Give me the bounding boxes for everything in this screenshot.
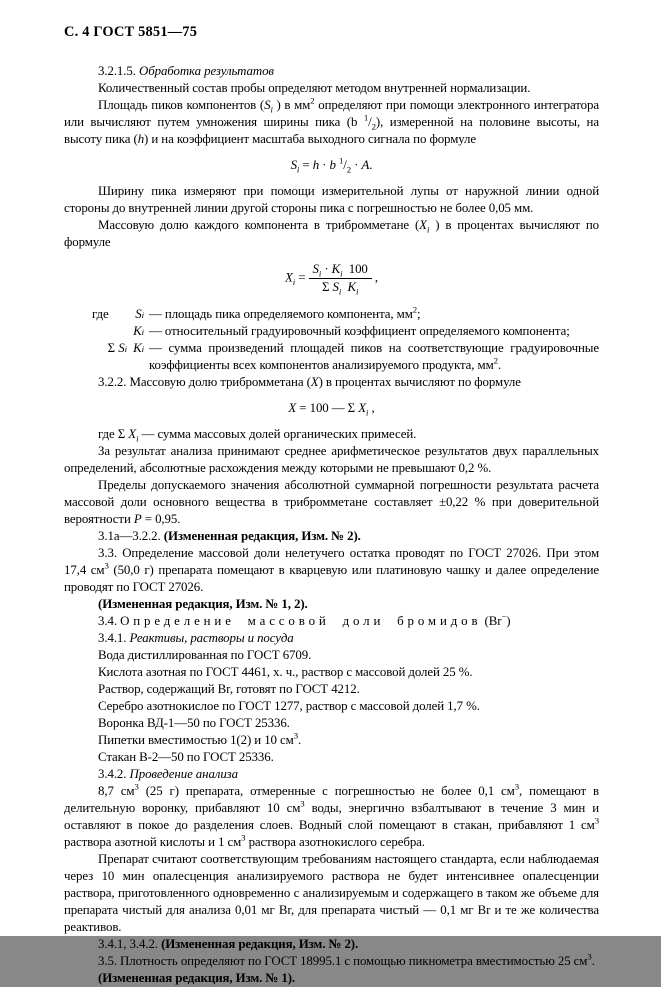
text-segment: 1 (363, 112, 369, 123)
text-segment: ) в процентах вычисляют по формуле (64, 218, 599, 249)
text-segment: раствора азотной кислоты и 1 см (64, 835, 242, 849)
text-segment: — относительный градуировочный коэффициент определяемого компонента; (149, 324, 570, 338)
text-segment: / (368, 115, 372, 129)
paragraph (64, 63, 599, 80)
text-segment: где Σ (98, 427, 129, 441)
text-segment: Препарат считают соответствующим требованиям настоящего стандарта, если наблюдаемая через 10 мин опалесценция анализируемого раствора не будет интенсивнее опалесценции раствора, приготовленного одновременно с анализируемым и содержащего в таком же объеме для препарата чистый для анализа 0,01 мг Br, для препарата чистый — 0,1 мг Br и те же количества реактивов. (64, 852, 599, 934)
text-segment: X (128, 427, 137, 441)
paragraph (64, 477, 599, 528)
text-segment: K (133, 341, 142, 355)
definition-term: Σ S i K i (107, 341, 144, 355)
text-segment: 3.3. Определение массовой доли нелетучего остатка проводят по ГОСТ 27026. При этом 17,4 см (64, 546, 599, 577)
paragraph (64, 851, 599, 936)
text-segment: , помещают в делительную воронку, прибавляют 10 см (64, 784, 599, 815)
text-segment: Количественный состав пробы определяют методом внутренней нормализации. (98, 81, 531, 95)
text-segment: Σ (107, 341, 119, 355)
text-segment: Проведение анализа (129, 767, 238, 781)
text-segment: . (297, 733, 302, 747)
paragraph (64, 681, 599, 698)
text-segment: Реактивы, растворы и посуда (129, 631, 294, 645)
definition-term: K i (133, 324, 144, 338)
text-segment: Обработка результатов (139, 64, 274, 78)
text-segment: . (369, 158, 373, 172)
formula (64, 262, 599, 295)
text-segment: · (351, 158, 362, 172)
definition-text (144, 323, 599, 340)
paragraph (64, 217, 599, 251)
text-segment: . (497, 358, 502, 372)
paragraph (64, 970, 599, 987)
paragraph (64, 443, 599, 477)
text-segment: 2 (493, 355, 498, 366)
text-segment: · (321, 262, 332, 276)
text-segment: h (312, 158, 320, 172)
where-label: где (92, 307, 109, 321)
text-segment: Кислота азотная по ГОСТ 4461, х. ч., раствор с массовой долей 25 %. (98, 665, 473, 679)
text-segment: 3 (293, 730, 298, 741)
text-segment: (Измененная редакция, Изм. № 2). (163, 529, 361, 543)
text-segment: — сумма произведений площадей пиков на соответствующие градуировочные коэффициенты всех компонентов анализируемого продукта, мм (149, 341, 599, 372)
paragraph (64, 426, 599, 443)
definition-text (144, 340, 599, 374)
text-segment: воды, энергично взбалтывают в течение 3 мин и оставляют в покое до разделения слоев. Водный слой помещают в стакан, прибавляют 1 см (64, 801, 600, 832)
text-segment: 3 (300, 798, 305, 809)
text-segment: Пределы допускаемого значения абсолютной суммарной погрешности результата расчета массовой доли основного вещества в трибромметане составляет ±0,22 % при доверительной вероятности (64, 478, 599, 526)
text-segment: S (135, 307, 142, 321)
text-segment: . (591, 954, 595, 968)
paragraph (64, 613, 599, 630)
text-segment: 3.2.1.5. (98, 64, 139, 78)
text-segment: X (358, 401, 366, 415)
paragraph (64, 97, 599, 148)
text-segment: 3 (241, 832, 246, 843)
paragraph (64, 647, 599, 664)
text-segment: 2 (310, 95, 315, 106)
text-segment: 3 (594, 815, 599, 826)
paragraph (64, 715, 599, 732)
text-segment: 3.1а—3.2.2. (98, 529, 164, 543)
text-segment: X (288, 401, 297, 415)
text-segment: 3 (587, 951, 592, 962)
paragraph (64, 80, 599, 97)
text-segment: 3 (134, 781, 139, 792)
text-segment: i (136, 433, 139, 444)
text-segment: Воронка ВД-1—50 по ГОСТ 25336. (98, 716, 290, 730)
text-segment: (50,0 г) препарата помещают в кварцевую или платиновую чашку и далее определение проводят по ГОСТ 27026. (64, 563, 599, 594)
text-segment: S (264, 98, 271, 112)
paragraph (64, 664, 599, 681)
paragraph (64, 528, 599, 545)
text-segment: 2 (346, 164, 352, 175)
definition-row (92, 340, 599, 374)
paragraph (64, 783, 599, 851)
text-segment: Σ (321, 280, 333, 294)
text-segment: h (137, 132, 145, 146)
text-segment: Вода дистиллированная по ГОСТ 6709. (98, 648, 312, 662)
paragraph (64, 732, 599, 749)
text-segment: Массовую долю каждого компонента в трибромметане ( (98, 218, 420, 232)
text-segment: = 100 — Σ (296, 401, 359, 415)
text-segment: (Измененная редакция, Изм. № 2). (161, 937, 359, 951)
text-segment: Площадь пиков компонентов ( (98, 98, 265, 112)
page-header: С. 4 ГОСТ 5851—75 (64, 24, 198, 40)
text-segment: X (310, 375, 319, 389)
paragraph (64, 953, 599, 970)
text-segment: Ширину пика измеряют при помощи измерительной лупы от наружной линии одной стороны до внутренней линии другой стороны пика с погрешностью не более 0,05 мм. (64, 184, 599, 215)
text-segment: (Br (481, 614, 502, 628)
text-segment: S (312, 262, 319, 276)
text-segment: — площадь пика определяемого компонента, мм (149, 307, 413, 321)
text-segment: 3 (104, 560, 109, 571)
text-segment: i (340, 268, 343, 279)
paragraph (64, 183, 599, 217)
text-segment: b (329, 158, 336, 172)
text-segment: i (292, 277, 296, 288)
paragraph (64, 936, 599, 953)
text-segment: 3.5. Плотность определяют по ГОСТ 18995.1 с помощью пикнометра вместимостью 25 см (98, 954, 588, 968)
text-segment: определяют при помощи электронного интегратора или вычисляют путем умножения ширины пика (b (64, 98, 599, 129)
text-segment: · (319, 158, 330, 172)
text-segment: / (343, 158, 347, 172)
text-segment: ; (417, 307, 421, 321)
text-segment: За результат анализа принимают среднее арифметическое результатов двух параллельных определений, абсолютные расхождения между которыми не превышают 0,2 %. (64, 444, 599, 475)
paragraph (64, 596, 599, 613)
text-segment: K (133, 324, 142, 338)
text-segment: 3.4.1, 3.4.2. (98, 937, 162, 951)
text-segment: K (347, 280, 356, 294)
text-segment: S (332, 280, 339, 294)
paragraph (64, 545, 599, 596)
paragraph (64, 766, 599, 783)
text-segment: 3.2.2. Массовую долю трибромметана ( (98, 375, 311, 389)
definition-text (144, 306, 599, 323)
formula (64, 157, 599, 174)
text-segment: — сумма массовых долей органических примесей. (138, 427, 417, 441)
paragraph (64, 374, 599, 391)
document-body (64, 63, 599, 987)
paragraph (64, 698, 599, 715)
text-segment: = (295, 270, 309, 285)
text-segment: = (299, 158, 313, 172)
text-segment: Серебро азотнокислое по ГОСТ 1277, раствор с массовой долей 1,7 %. (98, 699, 480, 713)
text-segment: i (296, 164, 300, 175)
text-segment: Стакан В-2—50 по ГОСТ 25336. (98, 750, 274, 764)
text-segment: , (368, 401, 375, 415)
text-segment: 2 (412, 304, 418, 315)
fraction-numerator (309, 262, 372, 279)
text-segment: ), измеренной на половине высоты, на высоту пика ( (64, 115, 599, 146)
text-segment: i (365, 407, 369, 418)
text-segment: 8,7 см (98, 784, 135, 798)
text-segment: раствора азотнокислого серебра. (245, 835, 425, 849)
text-segment: i (426, 224, 430, 235)
text-segment: 2 (371, 121, 376, 132)
text-segment: i (270, 104, 273, 115)
text-segment: 100 (342, 262, 368, 276)
text-segment: S (118, 341, 125, 355)
text-segment: ) в процентах вычисляют по формуле (318, 375, 521, 389)
text-segment: 3 (514, 781, 520, 792)
paragraph (64, 749, 599, 766)
text-segment: i (318, 268, 322, 279)
text-segment: Раствор, содержащий Br, готовят по ГОСТ 4212. (98, 682, 360, 696)
text-segment: = 0,95. (141, 512, 181, 526)
text-segment: K (331, 262, 341, 276)
definition-row (92, 306, 599, 323)
text-segment: A (361, 158, 370, 172)
text-segment: Определение массовой доли бромидов (120, 614, 482, 628)
text-segment: S (290, 158, 297, 172)
text-segment: i (338, 286, 342, 297)
formula (64, 400, 599, 417)
text-segment: ) (506, 614, 511, 628)
text-segment: ) в мм (272, 98, 311, 112)
definition-row (92, 323, 599, 340)
text-segment: − (501, 611, 507, 622)
fraction-denominator (309, 279, 372, 295)
text-segment: ) и на коэффициент масштаба выходного сигнала по формуле (144, 132, 476, 146)
text-segment: 3.4.2. (98, 767, 130, 781)
text-segment: (25 г) препарата, отмеренные с погрешностью не более 0,1 см (138, 784, 515, 798)
text-segment: 3.4. (98, 614, 121, 628)
text-segment: 1 (338, 155, 344, 166)
text-segment: P (133, 512, 142, 526)
text-segment: i (355, 286, 359, 297)
text-segment: 3.4.1. (98, 631, 130, 645)
text-segment: X (419, 218, 427, 232)
text-segment: X (284, 270, 293, 285)
text-segment: , (371, 270, 379, 285)
text-segment: (Измененная редакция, Изм. № 1). (98, 971, 296, 985)
text-segment: Пипетки вместимостью 1(2) и 10 см (98, 733, 294, 747)
text-segment: (Измененная редакция, Изм. № 1, 2). (98, 597, 308, 611)
paragraph (64, 630, 599, 647)
fraction (309, 262, 372, 295)
definition-term: где S i (92, 307, 144, 321)
